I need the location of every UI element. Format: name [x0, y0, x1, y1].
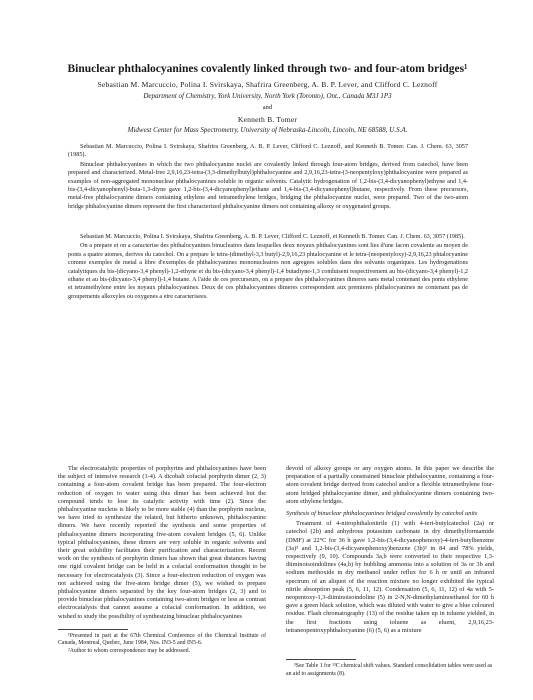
abstract-english-body: Binuclear phthalocyanines in which the two phthalocyanine nuclei are covalently linked through four-atom bridges, derived from catechol, have been prepared and characterized. Metal-free 2,9,16,23-tetra-(3,3-dimethylbutyl)phthalocyanine and 2,9,16,23-tetra-(3-neopentyloxy)phthalocyanine were prepared as examples of non-aggregated mononuclear phthalocyanines soluble in organic solvents. Catalytic hydrogenation of 1,2-bis-(3,4-dicyanophenyl)ethyne and 1,4-bis-(3,4-dicyanophenyl)-buta-1,3-diyne gave 1,2-bis-(3,4-dicyanophenyl)ethane and 1,4-bis-(3,4-dicyanophenyl)butane, respectively. From these precursors, metal-free phthalocyanine dimers containing ethylene and tetramethylene bridges, bridging the phthalocyanine nuclei, were prepared. Two of the two-atom bridge phthalocyanine dimers represent the first characterized phthalocyanine dimers not containing alkoxy or oxygenated groups. — [68, 160, 468, 210]
footnote-rule-left — [58, 629, 128, 630]
right-paragraph-2: Treatment of 4-nitrophthalonitrile (1) with 4-tert-butylcatechol (2a) or catechol (2b) and anhydrous potassium carbonate in dry dimethylformamide (DMF) at 22°C for 36 h gave 1,2-bis-(3,4-dicyanophenoxy)-4-tert-butylbenzene (3a)³ and 1,2-bis-(3,4-dicyanophenoxy)benzene (3b)³ in 84 and 78% yields, respectively (9, 10). Compounds 3a,b were converted to their respective 1,3-diiminoisoindolines (4a,b) by bubbling ammonia into a solution of 3a or 3b and sodium methoxide in dry methanol under reflux for 6 h or until an infrared spectrum of an aliquot of the reaction mixture no longer exhibited the typical nitrile absorption peak (5, 6, 11, 12). Condensation (5, 6, 11, 12) of 4a with 5-neopentoxy-1,3-diiminoisoindoline (5) in 2-N,N-dimethylaminoethanol for 60 h gave a green black solution, which was diluted with water to give a blue coloured residue. Flash chromatography (13) of the residue taken up in toluene yielded, in the first fractions using toluene as eluent, 2,9,16,23-tetraneopentoxyphthalocyanine (6) (5, 6) as a mixture — [286, 520, 494, 634]
right-paragraph-1: devoid of alkoxy groups or any oxygen atoms. In this paper we describe the preparation of a partially constrained binuclear phthalocyanine, containing a four-atom covalent bridge derived from catechol and/or a flexible tetramethylene four-atom bridged phthalocyanine dimer, and phthalocyanine dimers containing two-atom ethylene bridges. — [286, 465, 494, 505]
left-column — [58, 465, 266, 656]
abstract-french-body: On a prepare et on a caracterise des phthalocyanines binucleaires dans lesquelles deux noyaux phthalocyanines sont lies d'une facon covalente au moyen de ponts a quatre atomes, derives du catechol. On a prepare le tetra-(dimethyl-3,3 butyl)-2,9,16,23 phtalocyanine et le tetra-(neopentyloxy)-2,9,16,23 phtalocyanine comme exemples de metal a libre d'exemples de phthalocyanines mononucleaires non agregees solubles dans des solvants organiques. Les hydrogenations catalytiques du bis-(dicyano-3,4 phenyl)-1,2-ethyne et du bis-(dicyano-3,4 phenyl)-1,4 butadiyne-1,3 conduisent respectivement au bis-(dicyano-3,4 phenyl)-1,2 ethane et au bis-(dicyano-3,4 phenyl)-1,4 butane. A l'aide de ces precurseurs, on a prepare des phthalocyanines dimeres sans metal contenant des ponts ethylene et tetramethylene entre les noyaux phthalocyanines. Deux de ces phthalocyanines dimeres correspondent aux premieres phthalocyanines ne contenant pas de groupements alkoxyles ou oxygenes a etre caracterisees. — [68, 242, 468, 300]
footnote-3: ³See Table 1 for ¹³C chemical shift values. Standard consolidation tables were used as an aid to assignments (8). — [286, 663, 493, 677]
footnote-1: ¹Presented in part at the 67th Chemical Conference of the Chemical Institute of Canada, Montreal, Quebec, June 1984, Nos. IN3-5 and IN5-6. — [58, 632, 266, 647]
paper-title: Binuclear phthalocyanines covalently linked through two- and four-atom bridges¹ — [67, 63, 468, 75]
right-column — [286, 465, 494, 635]
second-author: Kenneth B. Tomer — [237, 115, 298, 124]
section-heading: Synthesis of binuclear phthalocyanines bridged covalently by catechol units — [286, 510, 478, 518]
intro-paragraph: The electrocatalytic properties of porphyrins and phthalocyanines have been the subject of intensive research (1-4). A dicobalt cofacial porphyrin dimer (2, 3) containing a four-atom covalent bridge has been prepared. The four-electron reduction of oxygen to water using this dimer has been achieved but the compound tends to lose its catalytic activity with time (2). Since the phthalocyanine nucleus is likely to be more stable (4) than the porphyrin nucleus, we have tried to synthesize the related, but hitherto unknown, phthalocyanine dimers. We have recently reported the synthesis and some properties of phthalocyanine dimers incorporating five-atom covalent bridges (5, 6). Unlike typical phthalocyanines, these dimers are very soluble in organic solvents and their great solubility facilitates their purification and characterization. Recent work on the synthesis of porphyrin dimers has shown that great distances having one rigid covalent bridge can be held in a cofacial conformation thought to be necessary for electrocatalysis (3). Since a four-electron reduction of oxygen was not achieved using the five-atom bridge dimer (5), we wished to prepare phthalocyanine dimers separated by the key four-atom bridges (2, 3) and to provide binuclear phthalocyanines containing two-atom bridges or less as contrast electrocatalysts that cannot assume a cofacial conformation. In addition, we wished to study the possibility of synthesizing binuclear phthalocyanines — [58, 465, 266, 620]
abstract-english — [68, 143, 468, 211]
abstract-english-citation: Sebastian M. Marcuccio, Polina I. Svirskaya, Shafrira Greenberg, A. B. P. Lever, Clifford C. Leznoff, and Kenneth B. Tomer. Can. J. Chem. 63, 3057 (1985). — [68, 143, 468, 159]
affiliation-york: Department of Chemistry, York University, North York (Toronto), Ont., Canada M3J 1P3 — [143, 92, 392, 100]
footnote-right — [286, 659, 494, 678]
footnote-rule-right — [286, 659, 356, 660]
abstract-french-citation: Sebastian M. Marcuccio, Polina I. Svirskaya, Shafrira Greenberg, A. B. P. Lever, Clifford C. Leznoff, et Kenneth B. Tomer. Can. J. Chem. 63, 3057 (1985). — [80, 233, 465, 240]
abstract-french — [68, 233, 468, 301]
footnote-2: ²Author to whom correspondence may be addressed. — [68, 648, 190, 655]
affiliation-nebraska: Midwest Center for Mass Spectrometry, University of Nebraska-Lincoln, Lincoln, NE 68588, U.S.A. — [127, 126, 408, 134]
and-separator: and — [262, 104, 273, 111]
author-list: Sebastian M. Marcuccio, Polina I. Svirskaya, Shafrira Greenberg, A. B. P. Lever, and Clifford C. Leznoff — [97, 80, 438, 89]
